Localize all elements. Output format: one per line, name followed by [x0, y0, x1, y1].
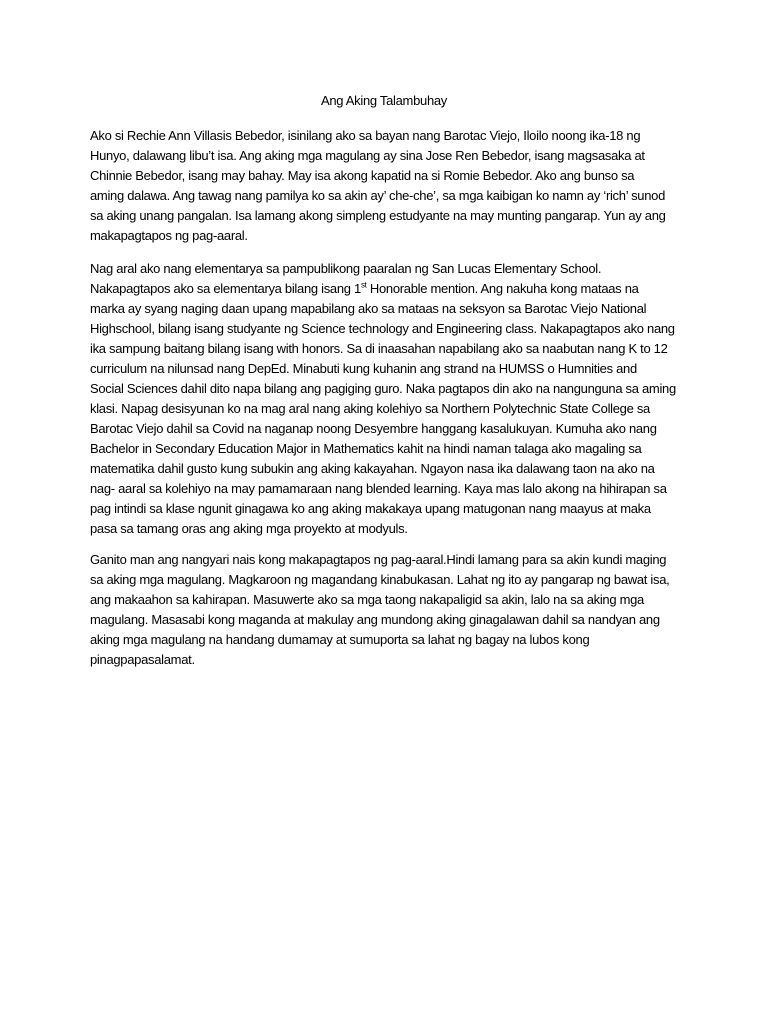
paragraph-line: sa aking unang pangalan. Isa lamang akong simpleng estudyante na may munting pangarap. Yun ay ang	[90, 208, 666, 223]
paragraph-line: ang makaahon sa kahirapan. Masuwerte ako sa mga taong nakapaligid sa akin, lalo na sa aking mga	[90, 592, 644, 607]
paragraph-line: sa aking mga magulang. Magkaroon ng magandang kinabukasan. Lahat ng ito ay pangarap ng bawat isa,	[90, 572, 670, 587]
paragraph-line: ika sampung baitang bilang isang with honors. Sa di inaasahan napabilang ako sa naabutan nang K to 12	[90, 341, 668, 356]
line-end: Honorable mention. Ang nakuha kong mataas na	[366, 281, 639, 296]
paragraph-line: marka ay syang naging daan upang mapabilang ako sa mataas na seksyon sa Barotac Viejo National	[90, 301, 647, 316]
paragraph-2	[90, 259, 690, 539]
paragraph-line: makapagtapos ng pag-aaral.	[90, 228, 248, 243]
paragraph-line: matematika dahil gusto kung subukin ang aking kakayahan. Ngayon nasa ika dalawang taon na ako na	[90, 461, 655, 476]
paragraph-line: Barotac Viejo dahil sa Covid na naganap noong Desyembre hanggang kasalukuyan. Kumuha ako nang	[90, 421, 657, 436]
document-title: Ang Aking Talambuhay	[320, 93, 448, 108]
paragraph-line: nag- aaral sa kolehiyo na may pamamaraan nang blended learning. Kaya mas lalo akong na hihirapan sa	[90, 481, 667, 496]
paragraph-line: pasa sa tamang oras ang aking mga proyekto at modyuls.	[90, 521, 408, 536]
paragraph-line: Ako si Rechie Ann Villasis Bebedor, isinilang ako sa bayan nang Barotac Viejo, Iloilo noong ika-18 ng	[90, 128, 641, 143]
paragraph-line: curriculum na nilunsad nang DepEd. Minabuti kung kuhanin ang strand na HUMSS o Humnities and	[90, 361, 637, 376]
paragraph-3	[90, 550, 690, 670]
paragraph-line: aming dalawa. Ang tawag nang pamilya ko sa akin ay’ che-che’, sa mga kaibigan ko namn ay ‘rich’ sunod	[90, 188, 666, 203]
paragraph-line: Social Sciences dahil dito napa bilang ang pagiging guro. Naka pagtapos din ako na nangunguna sa aming	[90, 381, 676, 396]
line-start: Nakapagtapos ako sa elementarya bilang isang 1	[90, 281, 361, 296]
paragraph-line: klasi. Napag desisyunan ko na mag aral nang aking kolehiyo sa Northern Polytechnic State College sa	[90, 401, 650, 416]
paragraph-line: Highschool, bilang isang studyante ng Science technology and Engineering class. Nakapagtapos ako nang	[90, 321, 675, 336]
paragraph-line: Chinnie Bebedor, isang may bahay. May isa akong kapatid na si Romie Bebedor. Ako ang bunso sa	[90, 168, 635, 183]
paragraph-line	[90, 279, 690, 299]
paragraph-line: Ganito man ang nangyari nais kong makapagtapos ng pag-aaral.Hindi lamang para sa akin kundi maging	[90, 552, 667, 567]
paragraph-1	[90, 126, 690, 246]
paragraph-line: aking mga magulang na handang dumamay at sumuporta sa lahat ng bagay na lubos kong	[90, 632, 590, 647]
paragraph-line: magulang. Masasabi kong maganda at makulay ang mundong aking ginagalawan dahil sa nandyan ang	[90, 612, 660, 627]
paragraph-line: Nag aral ako nang elementarya sa pampublikong paaralan ng San Lucas Elementary School.	[90, 261, 602, 276]
paragraph-line: Bachelor in Secondary Education Major in Mathematics kahit na hindi naman talaga ako magaling sa	[90, 441, 642, 456]
paragraph-line: pag intindi sa klase ngunit ginagawa ko ang aking makakaya upang matugonan nang maayus at maka	[90, 501, 651, 516]
ordinal-superscript: st	[360, 280, 367, 290]
paragraph-line: Hunyo, dalawang libu’t isa. Ang aking mga magulang ay sina Jose Ren Bebedor, isang magsasaka at	[90, 148, 645, 163]
paragraph-line: pinagpapasalamat.	[90, 652, 195, 667]
